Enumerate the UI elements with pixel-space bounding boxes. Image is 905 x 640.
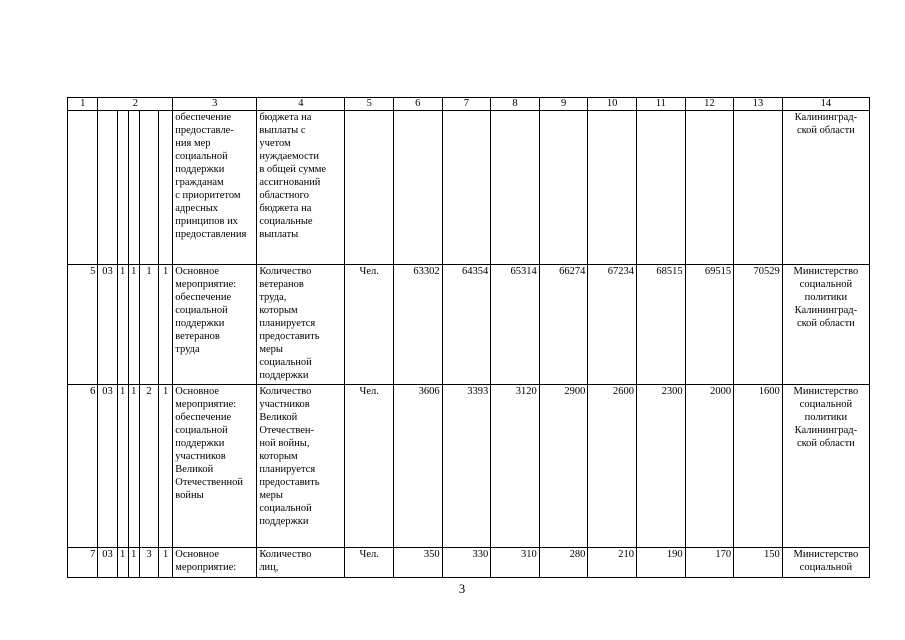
code-cell: 1 — [117, 548, 128, 578]
responsible-cell: Калининград- ской области — [782, 111, 869, 265]
value-cell: 310 — [491, 548, 540, 578]
header-cell: 4 — [257, 98, 345, 111]
value-cell: 67234 — [588, 265, 637, 385]
value-cell: 3393 — [442, 385, 491, 548]
code-cell: 1 — [139, 265, 158, 385]
indicator-cell: Количество участников Великой Отечествен- ной войны, которым планируется предоставить меры социальной поддержки — [257, 385, 345, 548]
value-cell: 280 — [539, 548, 588, 578]
value-cell: 3606 — [394, 385, 443, 548]
event-name-cell: Основное мероприятие: обеспечение социальной поддержки участников Великой Отечественной войны — [173, 385, 257, 548]
value-cell: 69515 — [685, 265, 734, 385]
event-name-cell: Основное мероприятие: — [173, 548, 257, 578]
event-name-cell: Основное мероприятие: обеспечение социальной поддержки ветеранов труда — [173, 265, 257, 385]
responsible-cell: Министерство социальной — [782, 548, 869, 578]
header-cell: 7 — [442, 98, 491, 111]
header-cell: 6 — [394, 98, 443, 111]
unit-cell: Чел. — [345, 548, 394, 578]
value-cell: 210 — [588, 548, 637, 578]
responsible-cell: Министерство социальной политики Калининград- ской области — [782, 385, 869, 548]
responsible-cell: Министерство социальной политики Калининград- ской области — [782, 265, 869, 385]
code-cell: 1 — [117, 385, 128, 548]
code-cell: 1 — [159, 548, 173, 578]
value-cell: 170 — [685, 548, 734, 578]
indicator-cell: бюджета на выплаты с учетом нуждаемости в общей сумме ассигнований областного бюджета на социальные выплаты — [257, 111, 345, 265]
value-cell: 2600 — [588, 385, 637, 548]
header-cell: 9 — [539, 98, 588, 111]
indicator-cell: Количество ветеранов труда, которым планируется предоставить меры социальной поддержки — [257, 265, 345, 385]
header-cell: 11 — [636, 98, 685, 111]
header-cell: 3 — [173, 98, 257, 111]
indicator-cell: Количество лиц, — [257, 548, 345, 578]
data-table — [67, 97, 870, 578]
code-cell: 03 — [98, 385, 117, 548]
header-cell: 8 — [491, 98, 540, 111]
value-cell: 150 — [734, 548, 783, 578]
value-cell: 66274 — [539, 265, 588, 385]
code-cell: 1 — [128, 265, 139, 385]
value-cell: 3120 — [491, 385, 540, 548]
code-cell: 1 — [159, 385, 173, 548]
value-cell: 65314 — [491, 265, 540, 385]
value-cell: 64354 — [442, 265, 491, 385]
header-cell: 10 — [588, 98, 637, 111]
unit-cell: Чел. — [345, 385, 394, 548]
code-cell: 1 — [128, 385, 139, 548]
table-row — [68, 385, 870, 548]
header-row — [68, 98, 870, 111]
code-cell: 1 — [159, 265, 173, 385]
code-cell: 1 — [117, 265, 128, 385]
header-cell: 12 — [685, 98, 734, 111]
value-cell: 2900 — [539, 385, 588, 548]
unit-cell: Чел. — [345, 265, 394, 385]
value-cell: 2300 — [636, 385, 685, 548]
header-cell: 1 — [68, 98, 98, 111]
header-cell: 2 — [98, 98, 173, 111]
value-cell: 63302 — [394, 265, 443, 385]
value-cell: 1600 — [734, 385, 783, 548]
code-cell: 03 — [98, 548, 117, 578]
row-number: 7 — [68, 548, 98, 578]
row-number: 5 — [68, 265, 98, 385]
header-cell: 5 — [345, 98, 394, 111]
value-cell: 190 — [636, 548, 685, 578]
row-number: 6 — [68, 385, 98, 548]
page-number: 3 — [458, 581, 466, 596]
table-row — [68, 548, 870, 578]
value-cell: 2000 — [685, 385, 734, 548]
header-cell: 13 — [734, 98, 783, 111]
code-cell: 2 — [139, 385, 158, 548]
event-name-cell: обеспечение предоставле- ния мер социальной поддержки гражданам с приоритетом адресных принципов их предоставления — [173, 111, 257, 265]
header-cell: 14 — [782, 98, 869, 111]
code-cell: 03 — [98, 265, 117, 385]
value-cell: 70529 — [734, 265, 783, 385]
code-cell: 3 — [139, 548, 158, 578]
value-cell: 330 — [442, 548, 491, 578]
value-cell: 350 — [394, 548, 443, 578]
table-row — [68, 265, 870, 385]
value-cell: 68515 — [636, 265, 685, 385]
code-cell: 1 — [128, 548, 139, 578]
table-row — [68, 111, 870, 265]
